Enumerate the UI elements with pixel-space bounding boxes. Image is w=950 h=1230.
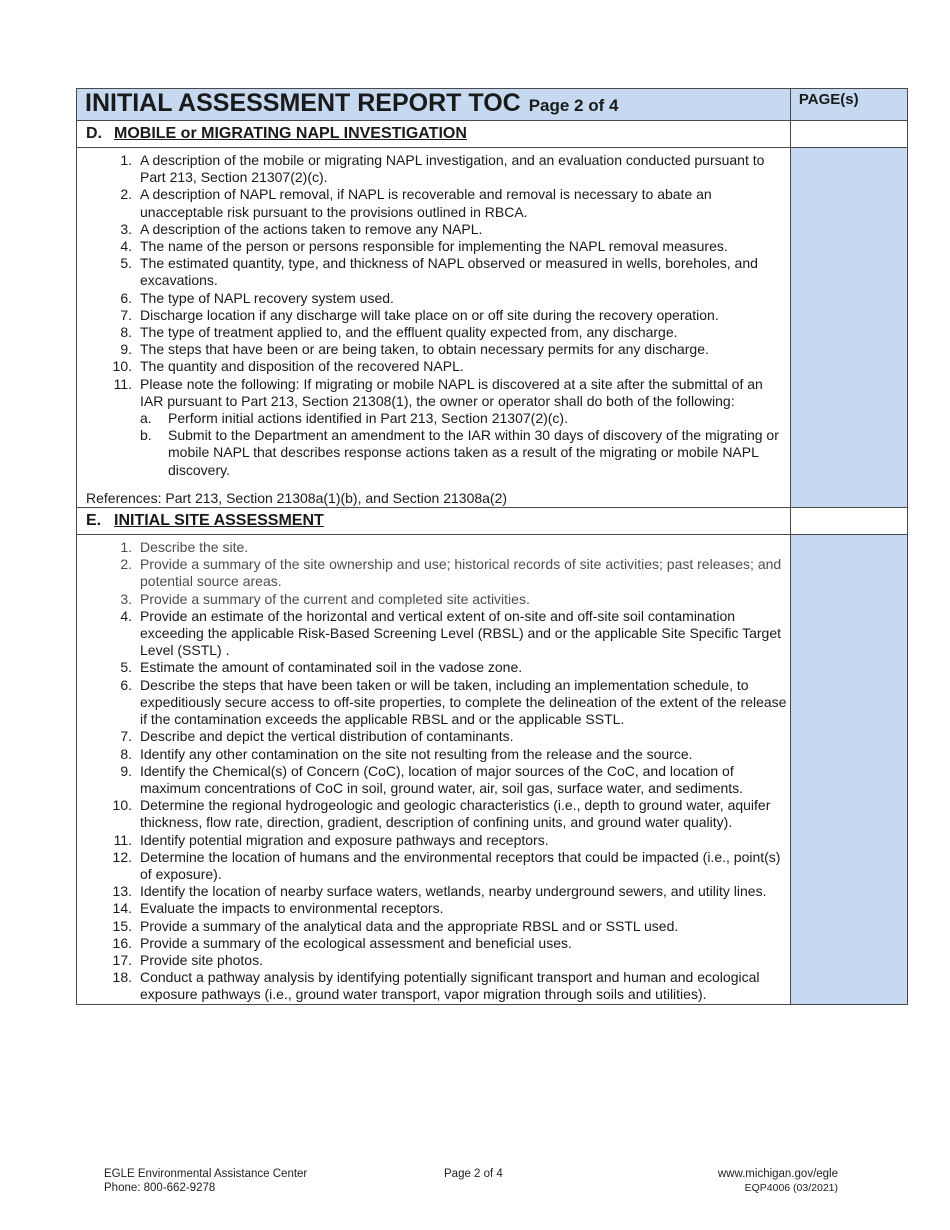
list-item-number: 12. (112, 848, 132, 865)
list-item (77, 969, 790, 1003)
list-item (77, 255, 790, 289)
footer-meta (690, 1167, 838, 1195)
list-item-text: Provide a summary of the ecological assessment and beneficial uses. (140, 934, 572, 951)
list-item-number: 5. (120, 659, 132, 676)
list-item (77, 883, 790, 900)
list-item (140, 410, 790, 427)
list-item-number: 14. (112, 900, 132, 917)
list-item-text: A description of the mobile or migrating NAPL investigation, and an evaluation conducted pursuant to Part 213, Section 21307(2)(c). (140, 152, 765, 186)
list-item-number: 1. (120, 539, 132, 556)
section-e-list (77, 539, 790, 1003)
list-item-number: a. (140, 410, 152, 427)
list-item-number: 13. (112, 883, 132, 900)
page-indicator: Page 2 of 4 (528, 96, 619, 115)
list-item (77, 591, 790, 608)
list-item-text: Determine the regional hydrogeologic and geologic characteristics (i.e., depth to ground water, aquifer thickness, flow rate, direction, gradient, description of confining units, and ground water quality). (140, 797, 771, 831)
list-item-number: 4. (120, 238, 132, 255)
section-d-content (77, 148, 791, 508)
list-item-text: The name of the person or persons responsible for implementing the NAPL removal measures. (140, 238, 728, 255)
list-item-text: Provide site photos. (140, 951, 263, 968)
list-item-number: 8. (120, 324, 132, 341)
section-d-pages-heading-cell (790, 121, 907, 148)
section-d-pages-input[interactable] (790, 148, 907, 508)
list-item-number: 15. (112, 917, 132, 934)
list-item (77, 307, 790, 324)
list-item (77, 186, 790, 220)
section-d-references: References: Part 213, Section 21308a(1)(b), and Section 21308a(2) (86, 489, 508, 506)
list-item-number: 9. (120, 762, 132, 779)
footer-form-id: EQP4006 (03/2021) (744, 1182, 838, 1194)
section-e-title: INITIAL SITE ASSESSMENT (114, 512, 324, 530)
list-item-number: 1. (120, 152, 132, 168)
list-item-number: 8. (120, 745, 132, 762)
list-item-text: Estimate the amount of contaminated soil in the vadose zone. (140, 659, 523, 676)
list-item-number: 2. (120, 186, 132, 203)
list-item (77, 152, 790, 186)
list-item-text: Describe the site. (140, 539, 249, 556)
section-d-sublist (77, 410, 790, 479)
list-item (77, 221, 790, 238)
list-item-text: The type of NAPL recovery system used. (140, 289, 394, 306)
list-item-number: 10. (112, 358, 132, 375)
section-e-content (77, 535, 791, 1004)
page-title (77, 89, 790, 120)
list-item (77, 677, 790, 729)
section-e-pages-heading-cell (790, 508, 907, 535)
list-item-text: Identify any other contamination on the site not resulting from the release and the source. (140, 745, 693, 762)
pages-column-header (790, 89, 907, 121)
list-item-number: 2. (120, 556, 132, 573)
list-item (77, 659, 790, 676)
section-d-heading (77, 121, 791, 148)
list-item (77, 746, 790, 763)
list-item-number: 3. (120, 590, 132, 607)
list-item-text: Please note the following: If migrating or mobile NAPL is discovered at a site after the submittal of an IAR pursuant to Part 213, Section 21308(1), the owner or operator shall do both of the following: (140, 375, 763, 409)
footer-page-number: Page 2 of 4 (444, 1168, 503, 1180)
list-item-text: Determine the location of humans and the environmental receptors that could be impacted (i.e., point(s) of exposure). (140, 848, 781, 882)
list-item (77, 832, 790, 849)
list-item-text: A description of NAPL removal, if NAPL is recoverable and removal is necessary to abate an unacceptable risk pursuant to the provisions outlined in RBCA. (140, 186, 712, 220)
list-item-number: 6. (120, 289, 132, 306)
list-item-number: 4. (120, 607, 132, 624)
section-e-heading (77, 508, 791, 535)
list-item-number: 7. (120, 728, 132, 745)
toc-header (77, 89, 791, 121)
list-item-number: 9. (120, 341, 132, 358)
list-item-number: 11. (113, 831, 132, 848)
footer-url[interactable]: www.michigan.gov/egle (717, 1168, 838, 1180)
list-item (77, 376, 790, 410)
report-title: INITIAL ASSESSMENT REPORT TOC (85, 89, 521, 117)
list-item-number: 5. (120, 255, 132, 272)
list-item (77, 324, 790, 341)
section-d-list (77, 152, 790, 410)
list-item-text: The quantity and disposition of the recovered NAPL. (140, 358, 464, 375)
list-item-text: Provide a summary of the site ownership and use; historical records of site activities; past releases; and potential source areas. (140, 556, 782, 590)
list-item-text: Identify potential migration and exposure pathways and receptors. (140, 831, 549, 848)
list-item (77, 290, 790, 307)
list-item (140, 427, 790, 479)
footer-org: EGLE Environmental Assistance Center (104, 1168, 308, 1180)
list-item (77, 797, 790, 831)
list-item-number: 18. (112, 969, 132, 986)
list-item-text: A description of the actions taken to remove any NAPL. (140, 220, 483, 237)
list-item-text: Conduct a pathway analysis by identifying potentially significant transport and human and ecological exposure pathways (i.e., ground water transport, vapor migration through soils and utilities). (140, 969, 760, 1003)
list-item-text: Identify the location of nearby surface waters, wetlands, nearby underground sewers, and utility lines. (140, 883, 767, 900)
list-item-text: Provide an estimate of the horizontal and vertical extent of on-site and off-site soil contamination exceeding the applicable Risk-Based Screening Level (RBSL) and or the applicable Site Specific Target Level (SSTL) . (140, 607, 782, 659)
list-item (77, 238, 790, 255)
list-item (77, 849, 790, 883)
section-d-title: MOBILE or MIGRATING NAPL INVESTIGATION (114, 125, 467, 142)
list-item-text: Identify the Chemical(s) of Concern (CoC), location of major sources of the CoC, and location of maximum concentrations of CoC in soil, ground water, air, soil gas, surface water, and sediments. (140, 762, 744, 796)
list-item-number: 17. (112, 951, 132, 968)
list-item-number: 7. (120, 306, 132, 323)
list-item (77, 935, 790, 952)
list-item-number: 11. (113, 375, 132, 392)
footer-contact (104, 1167, 307, 1195)
list-item-number: 6. (120, 676, 132, 693)
list-item-text: Discharge location if any discharge will take place on or off site during the recovery operation. (140, 306, 719, 323)
list-item (77, 763, 790, 797)
list-item (77, 900, 790, 917)
list-item-text: Evaluate the impacts to environmental receptors. (140, 900, 444, 917)
list-item-text: Provide a summary of the analytical data and the appropriate RBSL and or SSTL used. (140, 917, 679, 934)
list-item-number: 16. (112, 934, 132, 951)
list-item (77, 952, 790, 969)
list-item (77, 918, 790, 935)
list-item (77, 556, 790, 590)
list-item-text: Describe the steps that have been taken or will be taken, including an implementation schedule, to expeditiously secure access to off-site properties, to complete the delineation of the extent of the release if the contamination exceeds the applicable RBSL and or the applicable SSTL. (140, 676, 787, 728)
list-item-text: Describe and depict the vertical distribution of contaminants. (140, 728, 514, 745)
list-item (77, 728, 790, 745)
list-item (77, 539, 790, 556)
section-e-letter: E. (86, 512, 102, 530)
list-item-text: The steps that have been or are being taken, to obtain necessary permits for any discharge. (140, 341, 709, 358)
pages-column-label: PAGE(s) (798, 91, 859, 108)
section-d-letter: D. (86, 125, 102, 142)
list-item-number: 10. (112, 797, 132, 814)
list-item-text: Provide a summary of the current and completed site activities. (140, 590, 530, 607)
list-item-text: The estimated quantity, type, and thickness of NAPL observed or measured in wells, boreholes, and excavations. (140, 255, 758, 289)
list-item (77, 608, 790, 660)
toc-table (76, 88, 908, 1005)
section-e-pages-input[interactable] (790, 535, 907, 1004)
list-item-number: 3. (120, 220, 132, 237)
list-item (77, 358, 790, 375)
footer-phone: Phone: 800-662-9278 (104, 1182, 216, 1194)
list-item (77, 341, 790, 358)
list-item-text: Submit to the Department an amendment to the IAR within 30 days of discovery of the migrating or mobile NAPL that describes response actions taken as a result of the migrating or mobile NAPL discovery. (168, 427, 779, 478)
list-item-number: b. (140, 427, 152, 444)
list-item-text: The type of treatment applied to, and the effluent quality expected from, any discharge. (140, 324, 678, 341)
list-item-text: Perform initial actions identified in Part 213, Section 21307(2)(c). (168, 410, 568, 427)
